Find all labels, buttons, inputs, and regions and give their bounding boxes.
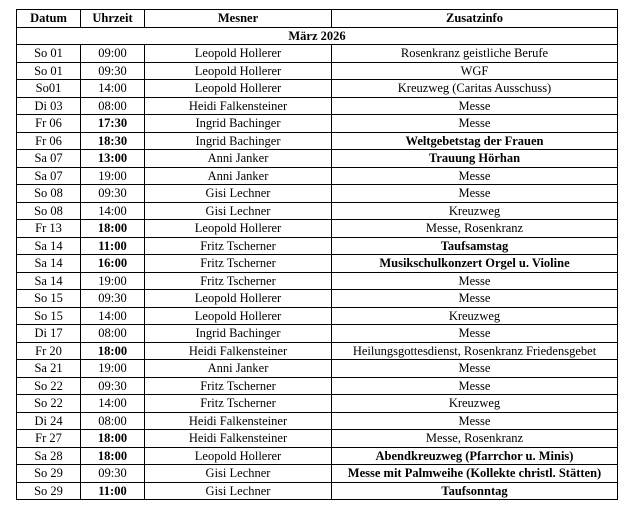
cell-zusatzinfo: Messe <box>332 290 618 308</box>
cell-uhrzeit: 19:00 <box>81 360 145 378</box>
table-row <box>17 202 618 220</box>
table-row <box>17 447 618 465</box>
cell-mesner: Leopold Hollerer <box>145 45 332 63</box>
cell-datum: So 22 <box>17 395 81 413</box>
cell-uhrzeit: 11:00 <box>81 482 145 500</box>
cell-datum: Fr 06 <box>17 115 81 133</box>
cell-uhrzeit: 18:30 <box>81 132 145 150</box>
cell-zusatzinfo: Kreuzweg <box>332 202 618 220</box>
header-mesner: Mesner <box>145 10 332 28</box>
table-row <box>17 45 618 63</box>
cell-zusatzinfo: Messe <box>332 115 618 133</box>
cell-zusatzinfo: Weltgebetstag der Frauen <box>332 132 618 150</box>
cell-mesner: Gisi Lechner <box>145 185 332 203</box>
cell-uhrzeit: 18:00 <box>81 220 145 238</box>
cell-datum: Sa 14 <box>17 272 81 290</box>
cell-uhrzeit: 18:00 <box>81 430 145 448</box>
table-row <box>17 465 618 483</box>
cell-zusatzinfo: Messe <box>332 185 618 203</box>
cell-uhrzeit: 18:00 <box>81 447 145 465</box>
table-row <box>17 185 618 203</box>
cell-zusatzinfo: Messe <box>332 325 618 343</box>
cell-mesner: Leopold Hollerer <box>145 307 332 325</box>
cell-mesner: Gisi Lechner <box>145 202 332 220</box>
cell-mesner: Heidi Falkensteiner <box>145 97 332 115</box>
cell-datum: Fr 06 <box>17 132 81 150</box>
cell-uhrzeit: 09:30 <box>81 290 145 308</box>
cell-mesner: Gisi Lechner <box>145 482 332 500</box>
cell-zusatzinfo: Messe <box>332 412 618 430</box>
cell-datum: So 15 <box>17 307 81 325</box>
table-row <box>17 62 618 80</box>
cell-uhrzeit: 18:00 <box>81 342 145 360</box>
table-row <box>17 482 618 500</box>
month-label: März 2026 <box>17 27 618 45</box>
table-row <box>17 325 618 343</box>
cell-datum: Fr 27 <box>17 430 81 448</box>
cell-zusatzinfo: Messe, Rosenkranz <box>332 220 618 238</box>
table-row <box>17 377 618 395</box>
table-row <box>17 272 618 290</box>
cell-datum: Sa 07 <box>17 167 81 185</box>
cell-datum: So 01 <box>17 62 81 80</box>
cell-mesner: Leopold Hollerer <box>145 290 332 308</box>
cell-mesner: Fritz Tscherner <box>145 255 332 273</box>
cell-datum: Di 24 <box>17 412 81 430</box>
cell-datum: So 01 <box>17 45 81 63</box>
cell-zusatzinfo: Heilungsgottesdienst, Rosenkranz Friedensgebet <box>332 342 618 360</box>
cell-uhrzeit: 09:30 <box>81 62 145 80</box>
cell-zusatzinfo: Messe <box>332 272 618 290</box>
cell-datum: Sa 14 <box>17 255 81 273</box>
table-row <box>17 290 618 308</box>
cell-datum: Di 03 <box>17 97 81 115</box>
cell-uhrzeit: 14:00 <box>81 202 145 220</box>
cell-mesner: Heidi Falkensteiner <box>145 412 332 430</box>
cell-uhrzeit: 11:00 <box>81 237 145 255</box>
cell-mesner: Fritz Tscherner <box>145 237 332 255</box>
table-row <box>17 430 618 448</box>
month-row <box>17 27 618 45</box>
cell-uhrzeit: 16:00 <box>81 255 145 273</box>
cell-uhrzeit: 08:00 <box>81 325 145 343</box>
cell-datum: Fr 20 <box>17 342 81 360</box>
cell-datum: Sa 07 <box>17 150 81 168</box>
table-row <box>17 237 618 255</box>
table-row <box>17 150 618 168</box>
cell-zusatzinfo: Messe <box>332 360 618 378</box>
cell-datum: Di 17 <box>17 325 81 343</box>
table-row <box>17 80 618 98</box>
cell-zusatzinfo: Kreuzweg <box>332 395 618 413</box>
cell-mesner: Heidi Falkensteiner <box>145 430 332 448</box>
cell-zusatzinfo: Kreuzweg (Caritas Ausschuss) <box>332 80 618 98</box>
cell-mesner: Anni Janker <box>145 360 332 378</box>
cell-zusatzinfo: Abendkreuzweg (Pfarrchor u. Minis) <box>332 447 618 465</box>
cell-datum: So 29 <box>17 465 81 483</box>
cell-zusatzinfo: Musikschulkonzert Orgel u. Violine <box>332 255 618 273</box>
cell-mesner: Heidi Falkensteiner <box>145 342 332 360</box>
table-row <box>17 412 618 430</box>
cell-zusatzinfo: Messe, Rosenkranz <box>332 430 618 448</box>
cell-datum: So 08 <box>17 185 81 203</box>
cell-mesner: Leopold Hollerer <box>145 220 332 238</box>
table-row <box>17 167 618 185</box>
cell-mesner: Anni Janker <box>145 150 332 168</box>
header-zusatzinfo: Zusatzinfo <box>332 10 618 28</box>
cell-datum: Sa 14 <box>17 237 81 255</box>
cell-zusatzinfo: Messe mit Palmweihe (Kollekte christl. Stätten) <box>332 465 618 483</box>
cell-mesner: Anni Janker <box>145 167 332 185</box>
cell-datum: Sa 21 <box>17 360 81 378</box>
table-row <box>17 115 618 133</box>
cell-mesner: Leopold Hollerer <box>145 80 332 98</box>
table-row <box>17 360 618 378</box>
cell-mesner: Leopold Hollerer <box>145 447 332 465</box>
cell-zusatzinfo: Messe <box>332 167 618 185</box>
cell-uhrzeit: 09:30 <box>81 465 145 483</box>
cell-zusatzinfo: Taufsonntag <box>332 482 618 500</box>
table-row <box>17 255 618 273</box>
cell-zusatzinfo: Messe <box>332 377 618 395</box>
cell-uhrzeit: 17:30 <box>81 115 145 133</box>
cell-zusatzinfo: Taufsamstag <box>332 237 618 255</box>
cell-datum: Sa 28 <box>17 447 81 465</box>
header-uhrzeit: Uhrzeit <box>81 10 145 28</box>
cell-datum: So01 <box>17 80 81 98</box>
cell-uhrzeit: 08:00 <box>81 412 145 430</box>
cell-datum: Fr 13 <box>17 220 81 238</box>
table-row <box>17 342 618 360</box>
table-row <box>17 97 618 115</box>
cell-mesner: Ingrid Bachinger <box>145 325 332 343</box>
cell-uhrzeit: 13:00 <box>81 150 145 168</box>
cell-uhrzeit: 09:30 <box>81 377 145 395</box>
table-row <box>17 307 618 325</box>
cell-uhrzeit: 08:00 <box>81 97 145 115</box>
cell-mesner: Gisi Lechner <box>145 465 332 483</box>
cell-datum: So 08 <box>17 202 81 220</box>
cell-mesner: Leopold Hollerer <box>145 62 332 80</box>
cell-zusatzinfo: Rosenkranz geistliche Berufe <box>332 45 618 63</box>
header-datum: Datum <box>17 10 81 28</box>
table-row <box>17 220 618 238</box>
cell-uhrzeit: 19:00 <box>81 272 145 290</box>
cell-uhrzeit: 09:00 <box>81 45 145 63</box>
cell-mesner: Fritz Tscherner <box>145 395 332 413</box>
cell-uhrzeit: 14:00 <box>81 395 145 413</box>
cell-mesner: Fritz Tscherner <box>145 377 332 395</box>
cell-mesner: Ingrid Bachinger <box>145 132 332 150</box>
cell-uhrzeit: 14:00 <box>81 80 145 98</box>
cell-datum: So 15 <box>17 290 81 308</box>
header-row <box>17 10 618 28</box>
cell-zusatzinfo: Trauung Hörhan <box>332 150 618 168</box>
cell-zusatzinfo: Kreuzweg <box>332 307 618 325</box>
cell-uhrzeit: 14:00 <box>81 307 145 325</box>
cell-uhrzeit: 09:30 <box>81 185 145 203</box>
cell-zusatzinfo: Messe <box>332 97 618 115</box>
cell-mesner: Ingrid Bachinger <box>145 115 332 133</box>
cell-mesner: Fritz Tscherner <box>145 272 332 290</box>
cell-uhrzeit: 19:00 <box>81 167 145 185</box>
table-row <box>17 132 618 150</box>
cell-zusatzinfo: WGF <box>332 62 618 80</box>
mesner-schedule-table <box>16 9 618 500</box>
table-row <box>17 395 618 413</box>
cell-datum: So 22 <box>17 377 81 395</box>
cell-datum: So 29 <box>17 482 81 500</box>
